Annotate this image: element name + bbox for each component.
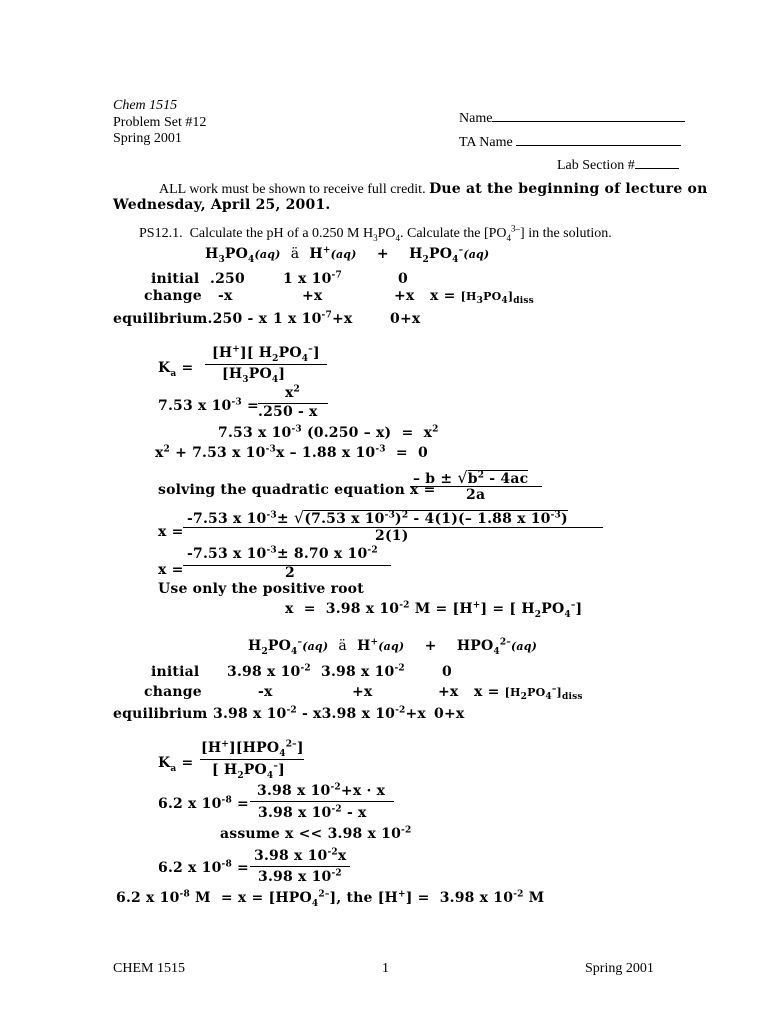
footer-course: CHEM 1515 xyxy=(113,961,185,976)
part2-ka-numerator: $[H^+][HPO_4^{2-}]$ xyxy=(201,739,304,759)
part2-step2-fraction-bar xyxy=(250,866,350,867)
instructions-line-1 xyxy=(159,181,707,198)
part2-final-result: 6.2 x $10^{-8}$ $M = x = [HPO_4^{2-}]$, the [H+] = 3.98 x $10^{-2}$ M xyxy=(116,889,545,909)
part2-ka-fraction-bar xyxy=(200,759,304,760)
part1-change-col1: -x xyxy=(218,288,233,304)
part2-eq-col3: 0+x xyxy=(434,706,465,722)
part1-result: x = 3.98 x $10^{-2}$ M = [H+] = [ $H_2PO_4^-$] xyxy=(285,600,583,620)
part1-change-note: $x = [H_3PO_4]_{diss}$ xyxy=(430,288,534,307)
part2-change-col3: +x xyxy=(438,684,459,700)
part1-root-note: Use only the positive root xyxy=(158,581,364,597)
part1-quadratic-label: solving the quadratic equation x = xyxy=(158,482,436,498)
name-field[interactable] xyxy=(459,109,685,127)
name-blank[interactable] xyxy=(492,109,685,122)
problem-statement: PS12.1. Calculate the pH of a 0.250 M $H_3PO_4$. Calculate the $[PO_4^{3-}]$ in the solution. xyxy=(139,223,612,243)
part2-assumption: assume x << 3.98 x $10^{-2}$ xyxy=(220,825,412,842)
part1-ka-fraction-bar xyxy=(205,364,327,365)
part1-step2: 7.53 x $10^{-3}$ $(0.250 - x) = x^2$ xyxy=(218,424,439,441)
course-title: Chem 1515 xyxy=(113,98,178,113)
part1-quadratic-numerator: – $b \pm √b^2 - 4ac$ xyxy=(413,468,529,487)
part1-eq-col1: .250 - x xyxy=(207,311,268,327)
part1-solution1-numerator: -7.53 x $10^{-3}\pm √(7.53$ x $10^{-3})^2 - 4(1)(-$ 1.88 x $10^{-3}$) xyxy=(187,508,568,527)
footer-page-number: 1 xyxy=(382,961,389,976)
part2-change-label: change xyxy=(144,684,202,700)
part2-eq-col1-2: 3.98 x $10^{-2} - x3.98$ x $10^{-2}+x$ xyxy=(213,705,426,722)
term-label: Spring 2001 xyxy=(113,131,182,146)
part2-eq-label: equilibrium xyxy=(113,706,208,722)
part2-change-col1: -x xyxy=(258,684,273,700)
part1-solution1-denominator: 2(1) xyxy=(375,528,409,544)
part1-initial-col2: 1 x $10^{-7}$ xyxy=(283,270,342,287)
part2-initial-col3: 0 xyxy=(442,664,452,680)
part1-initial-label: initial xyxy=(151,271,200,287)
ta-name-label: TA Name xyxy=(459,135,513,150)
part1-eq-col3: 0+x xyxy=(390,311,421,327)
part1-initial-col3: 0 xyxy=(398,271,408,287)
part1-solution1-lhs: x = xyxy=(158,524,184,540)
part2-step2-numerator: 3.98 x $10^{-2}x$ xyxy=(254,847,347,864)
part2-step1-fraction-bar xyxy=(250,801,394,802)
part1-change-col2: +x xyxy=(302,288,323,304)
part2-change-col2: +x xyxy=(352,684,373,700)
part2-equation: $H_2PO_4^-(aq)$ ä H+(aq) + $HPO_4^{2-}(aq)$ xyxy=(248,637,538,657)
instructions-due: Due at the beginning of lecture on xyxy=(429,181,708,197)
part2-change-note: $x = [H_2PO_4^-]_{diss}$ xyxy=(474,684,583,703)
part1-step1-denominator: .250 - x xyxy=(258,404,318,420)
instructions-due-date: Wednesday, April 25, 2001. xyxy=(113,197,331,213)
part1-step1-numerator: $x^2$ xyxy=(285,384,301,401)
part1-eq-col2: 1 x $10^{-7}+x$ xyxy=(273,310,353,327)
lab-section-field[interactable] xyxy=(557,156,679,174)
part2-initial-col2: 3.98 x $10^{-2}$ xyxy=(321,663,405,680)
part1-change-label: change xyxy=(144,288,202,304)
name-label: Name xyxy=(459,111,493,126)
part1-eq-row xyxy=(113,311,267,327)
part1-initial-col1: .250 xyxy=(210,271,245,287)
part1-solution2-lhs: x = xyxy=(158,562,184,578)
instructions-plain: ALL work must be shown to receive full credit. xyxy=(159,182,426,197)
problem-number: PS12.1. xyxy=(139,226,183,241)
problem-set-label: Problem Set #12 xyxy=(113,115,207,130)
part2-initial-label: initial xyxy=(151,664,200,680)
part2-step2-lhs: 6.2 x $10^{-8}$ = xyxy=(158,859,249,876)
part1-solution2-numerator: -7.53 x $10^{-3}\pm 8.70$ x $10^{-2}$ xyxy=(187,545,378,562)
part2-ka-denominator: [ $H_2PO_4^-$] xyxy=(212,761,285,781)
part1-equation: $H_3PO_4(aq)$ ä H+(aq) + $H_2PO_4^-(aq)$ xyxy=(205,245,490,265)
part2-step1-lhs: 6.2 x $10^{-8}$ = xyxy=(158,795,249,812)
part1-ka-denominator: $[H_3PO_4]$ xyxy=(222,366,286,385)
part2-ka-label: $K_a$ = xyxy=(158,755,194,774)
part1-step3: $x^2 + 7.53$ x $10^{-3}x - 1.88$ x $10^{-3} = 0$ xyxy=(155,444,428,461)
ta-name-blank[interactable] xyxy=(516,133,681,146)
lab-section-blank[interactable] xyxy=(635,156,679,169)
footer-term: Spring 2001 xyxy=(585,961,654,976)
ta-name-field[interactable] xyxy=(459,133,681,151)
part1-ka-numerator: [H+][ $H_2PO_4^-$] xyxy=(212,344,320,364)
part1-ka-label: $K_a$ = xyxy=(158,360,194,379)
part1-change-col3: +x xyxy=(394,288,415,304)
part2-step1-denominator: 3.98 x $10^{-2}$ - x xyxy=(258,804,367,821)
part1-step1-lhs: 7.53 x $10^{-3}$ = xyxy=(158,397,259,414)
part2-step1-numerator: 3.98 x $10^{-2}+x \cdot x$ xyxy=(257,782,386,799)
part1-solution2-denominator: 2 xyxy=(285,565,295,581)
part2-initial-col1: 3.98 x $10^{-2}$ xyxy=(227,663,311,680)
part1-quadratic-denominator: 2a xyxy=(466,487,486,503)
part2-step2-denominator: 3.98 x $10^{-2}$ xyxy=(258,868,342,885)
lab-section-label: Lab Section # xyxy=(557,158,635,173)
part1-eq-label: equilibrium xyxy=(113,311,208,327)
